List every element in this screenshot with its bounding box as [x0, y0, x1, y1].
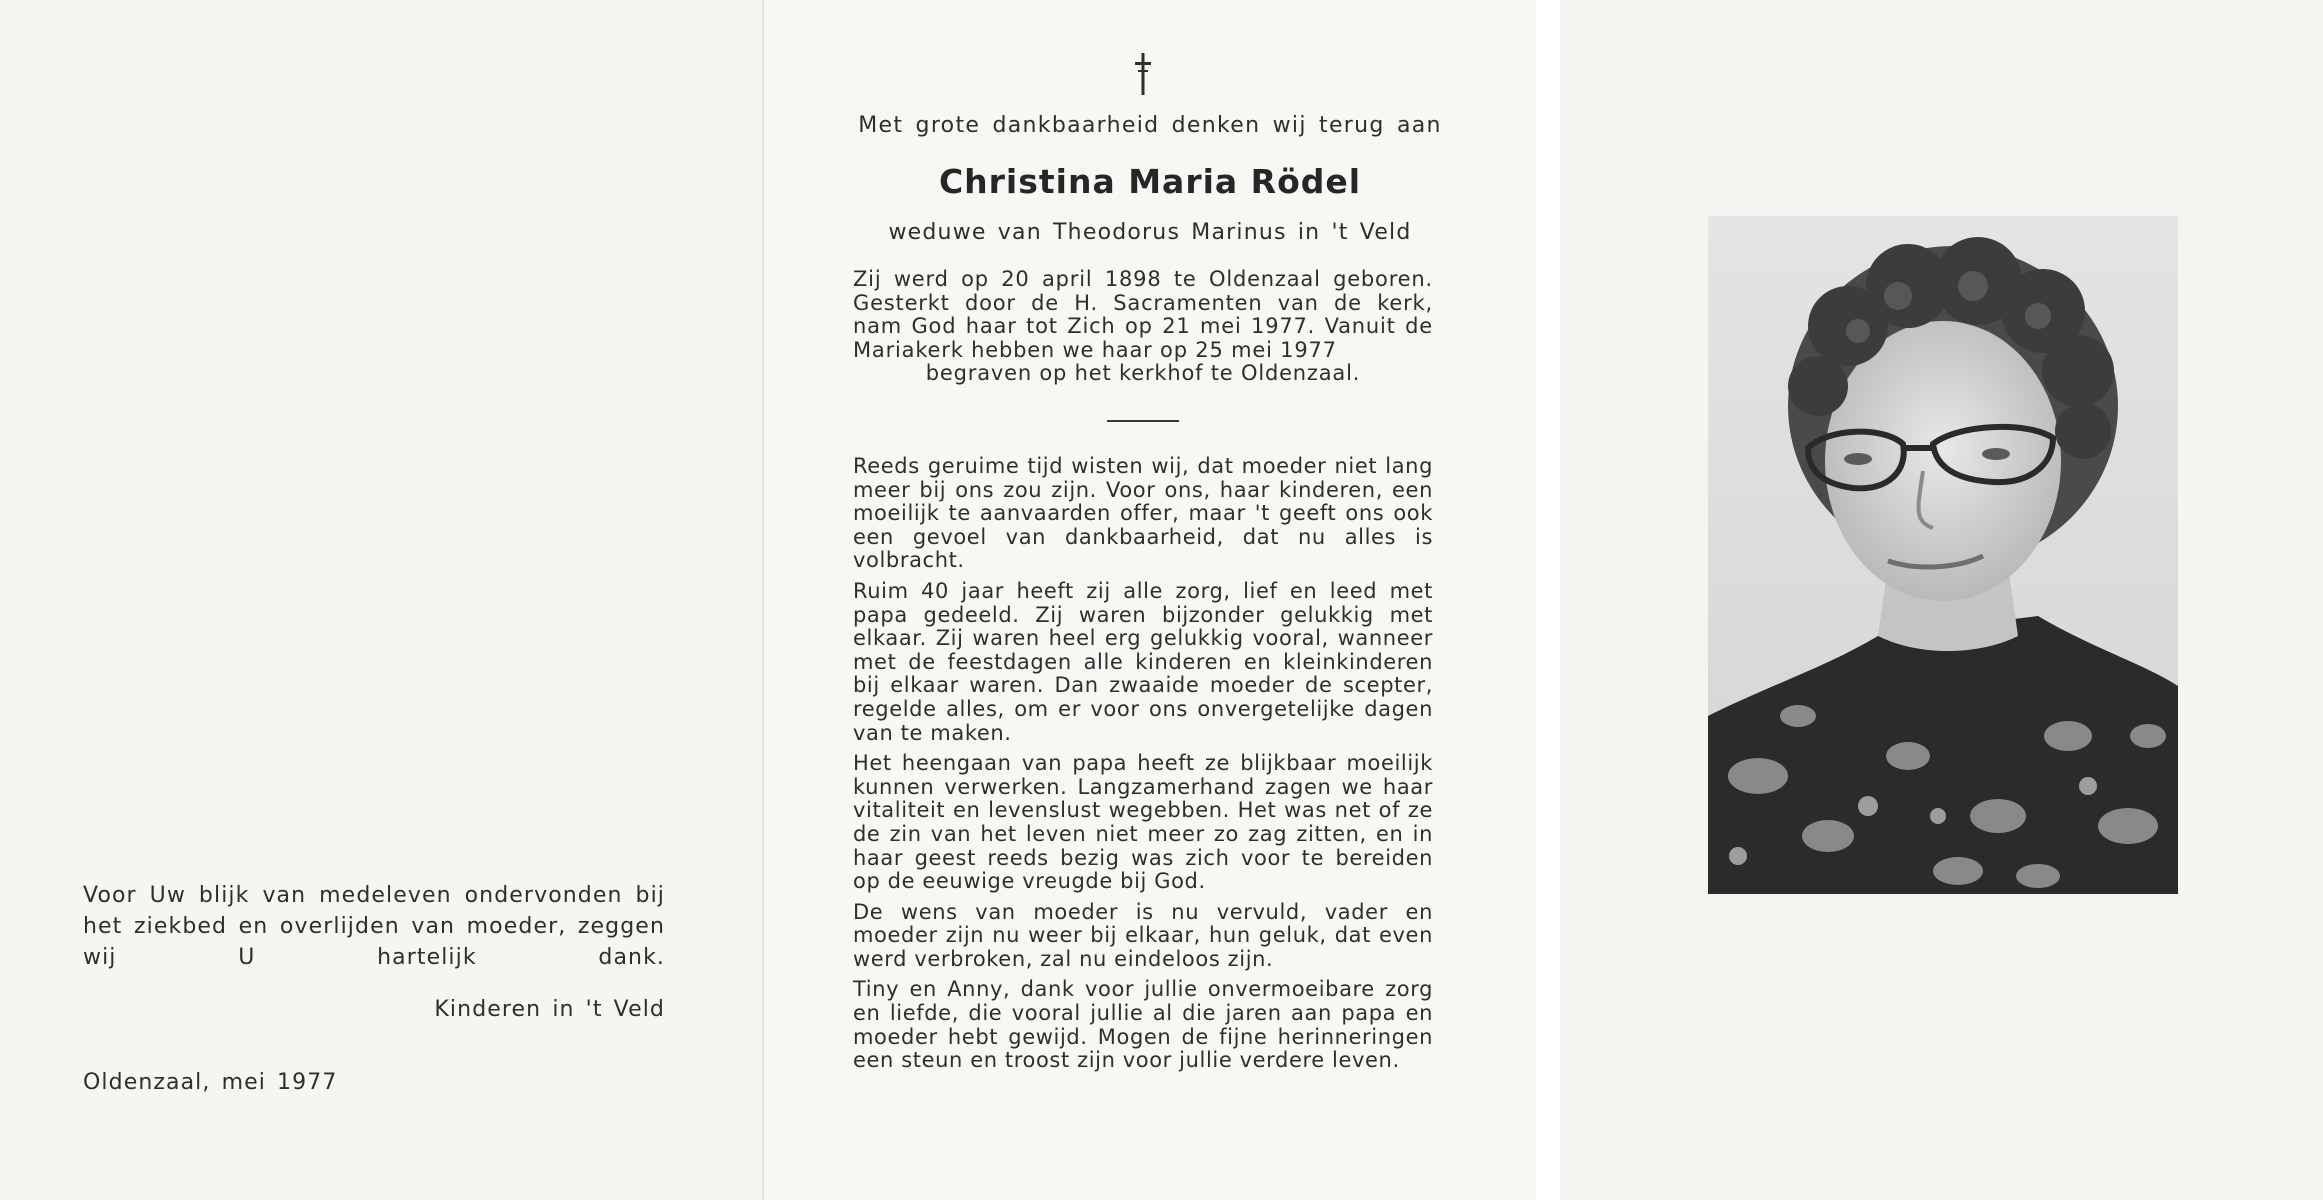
deceased-name: Christina Maria Rödel [938, 162, 1362, 201]
divider [1107, 420, 1179, 422]
intro-line: Met grote dankbaarheid denken wij terug aan [858, 113, 1442, 138]
biography-last-line: begraven op het kerkhof te Oldenzaal. [925, 361, 1361, 386]
paragraph-5: Tiny en Anny, dank voor jullie onvermoeibare zorg en liefde, die vooral jullie al die jaren aan papa en moeder hebt gewijd. Mogen de fijne herinneringen een steun en troost zijn voor jullie verdere leven. [853, 977, 1433, 1073]
biography-main: Zij werd op 20 april 1898 te Oldenzaal geboren. Gesterkt door de H. Sacramenten van de kerk, nam God haar tot Zich op 21 mei 1977. Vanuit de Mariakerk hebben we haar op 25 mei 1977 [853, 267, 1433, 362]
memorial-text [853, 455, 1433, 1080]
page-gap [1536, 0, 1560, 1200]
thanks-text: Voor Uw blijk van medeleven ondervonden bij het ziekbed en overlijden van moeder, zeggen wij U hartelijk dank. [83, 883, 665, 970]
paragraph-1: Reeds geruime tijd wisten wij, dat moeder niet lang meer bij ons zou zijn. Voor ons, haar kinderen, een moeilijk te aanvaarden offer, maar 't geeft ons ook een gevoel van dankbaarheid, dat nu alles is volbracht. [853, 454, 1433, 573]
cross-icon [1134, 53, 1152, 95]
left-panel [0, 0, 762, 1200]
biography [853, 268, 1433, 386]
place-date: Oldenzaal, mei 1977 [83, 1070, 338, 1095]
paragraph-4: De wens van moeder is nu vervuld, vader en moeder zijn nu weer bij elkaar, hun geluk, dat even werd verbroken, zal nu eindeloos zijn. [853, 899, 1433, 971]
paragraph-2: Ruim 40 jaar heeft zij alle zorg, lief en leed met papa gedeeld. Zij waren bijzonder gelukkig met elkaar. Zij waren heel erg gelukkig vooral, wanneer met de feestdagen alle kinderen en kleinkinderen bij elkaar waren. Dan zwaaide moeder de scepter, regelde alles, om er voor ons onvergetelijke dagen van te maken. [853, 578, 1433, 745]
paragraph-3: Het heengaan van papa heeft ze blijkbaar moeilijk kunnen verwerken. Langzamerhand zagen we haar vitaliteit en levenslust wegebben. Het was net of ze de zin van het leven niet meer zo zag zitten, en in haar geest reeds bezig was zich voor te bereiden op de eeuwige vreugde bij God. [853, 751, 1433, 894]
signature: Kinderen in 't Veld [434, 997, 665, 1022]
portrait-photo [1708, 216, 2178, 894]
widow-of-line: weduwe van Theodorus Marinus in 't Veld [888, 220, 1412, 245]
